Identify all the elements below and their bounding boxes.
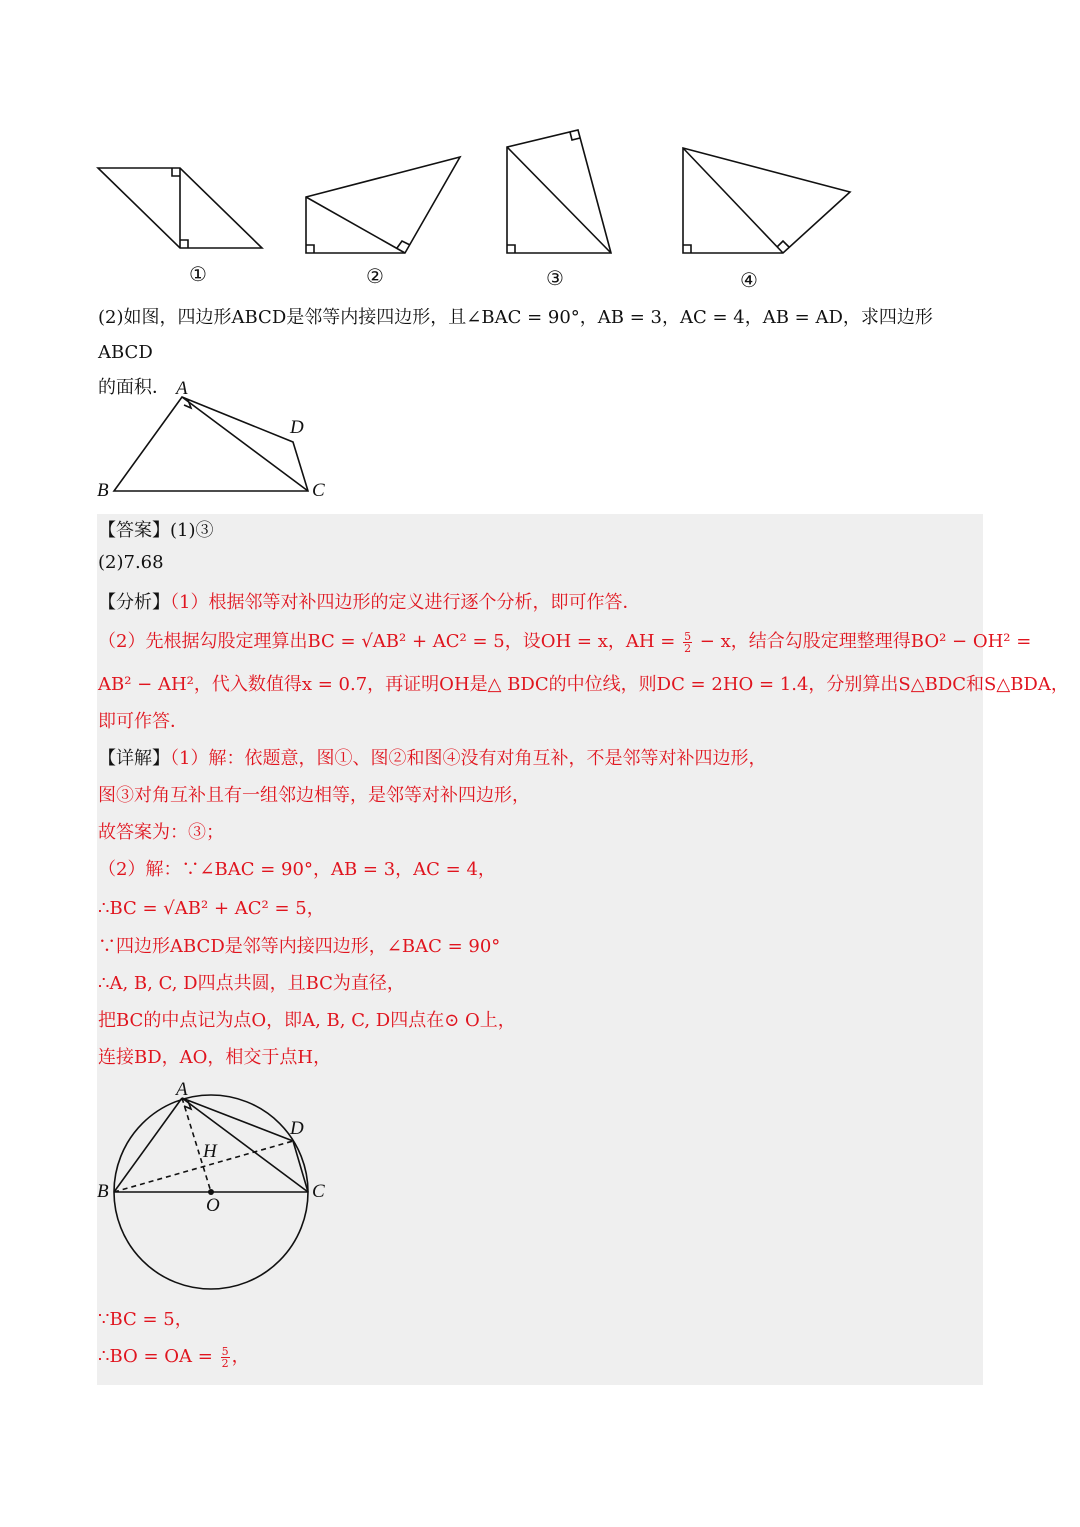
circle-label-o: O <box>206 1195 220 1216</box>
line-ba <box>114 1098 182 1192</box>
detail-fraction <box>221 1346 230 1369</box>
line-dc <box>293 1141 308 1192</box>
detail-line-7: ∴A, B, C, D四点共圆，且BC为直径， <box>98 973 405 994</box>
detail-line-8: 把BC的中点记为点O，即A, B, C, D四点在⊙ O上， <box>98 1010 516 1031</box>
analysis-p1: （1）根据邻等对补四边形的定义进行逐个分析，即可作答． <box>170 592 641 613</box>
detail-line-2: 图③对角互补且有一组邻边相等，是邻等对补四边形， <box>98 785 530 806</box>
figure-4-label: ④ <box>740 268 758 292</box>
answer-part-1: (1)③ <box>170 520 214 541</box>
detail-line-11 <box>98 1342 250 1369</box>
detail-l1: （1）解：依题意，图①、图②和图④没有对角互补，不是邻等对补四边形， <box>170 748 767 769</box>
analysis-line-4: 即可作答． <box>98 711 188 732</box>
detail-line-9: 连接BD，AO，相交于点H， <box>98 1047 332 1068</box>
figure-3-label: ③ <box>546 266 564 290</box>
circle-label-c: C <box>312 1181 325 1202</box>
circle-label-a: A <box>176 1079 188 1100</box>
q2-label-d: D <box>290 417 304 438</box>
analysis-p2-prefix: （2）先根据勾股定理算出 <box>98 631 308 652</box>
detail-line-10: ∵BC = 5， <box>98 1309 193 1330</box>
circle-label-b: B <box>97 1181 109 1202</box>
detail-line-3: 故答案为：③； <box>98 822 224 843</box>
circle-label-d: D <box>290 1118 304 1139</box>
detail-line-4: （2）解：∵∠BAC = 90°，AB = 3，AC = 4， <box>98 859 496 880</box>
detail-l11-suffix: ， <box>231 1346 250 1367</box>
analysis-label: 【分析】 <box>98 592 170 613</box>
detail-frac-num: 5 <box>221 1344 229 1358</box>
circle-label-h: H <box>203 1141 217 1162</box>
figure-2-label: ② <box>366 264 384 288</box>
analysis-p2-eq1: BC = √AB² + AC² = 5 <box>307 631 505 652</box>
detail-l11-prefix: ∴BO = OA = <box>98 1346 219 1367</box>
q2-label-a: A <box>176 378 188 399</box>
detail-frac-den: 2 <box>221 1356 229 1370</box>
answer-label: 【答案】 <box>98 520 170 541</box>
detail-label: 【详解】 <box>98 748 170 769</box>
analysis-frac-num: 5 <box>684 629 692 643</box>
q2-label-b: B <box>97 480 109 501</box>
analysis-p2-mid: ，设OH = x，AH = <box>504 631 682 652</box>
analysis-p2-tail: − x，结合勾股定理整理得BO² − OH² = <box>694 631 1032 652</box>
answer-part-2: (2)7.68 <box>98 552 164 573</box>
question-2-line-2: 的面积． <box>98 377 170 398</box>
analysis-frac-den: 2 <box>684 641 692 655</box>
detail-line-6: ∵四边形ABCD是邻等内接四边形，∠BAC = 90° <box>98 936 501 957</box>
figure-1-label: ① <box>189 262 207 286</box>
line-ac <box>182 1098 308 1192</box>
detail-line-5: ∴BC = √AB² + AC² = 5， <box>98 898 325 919</box>
analysis-line-3: AB² − AH²，代入数值得x = 0.7，再证明OH是△ BDC的中位线，则DC = 2HO = 1.4，分别算出S△BDC和S△BDA， <box>98 674 1069 695</box>
q2-label-c: C <box>312 480 325 501</box>
question-2-line-1: (2)如图，四边形ABCD是邻等内接四边形，且∠BAC = 90°，AB = 3，AC = 4，AB = AD，求四边形ABCD <box>98 307 933 363</box>
